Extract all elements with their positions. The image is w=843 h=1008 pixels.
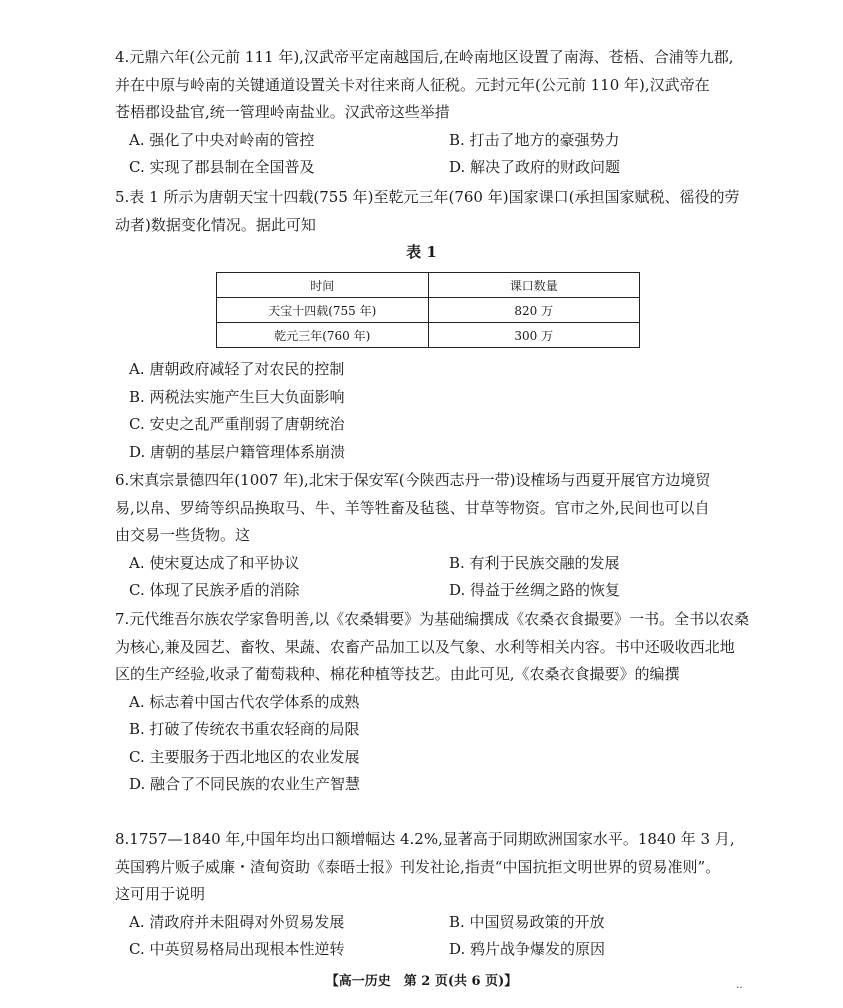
option-c[interactable]: C. 实现了郡县制在全国普及 bbox=[129, 158, 315, 176]
option-a[interactable]: A. 唐朝政府减轻了对农民的控制 bbox=[129, 360, 345, 378]
stem-line: 这可用于说明 bbox=[115, 885, 206, 903]
table-cell: 300 万 bbox=[428, 323, 640, 348]
corner-mark: ‥ bbox=[736, 980, 743, 991]
question-5 bbox=[115, 184, 740, 239]
option-a[interactable]: A. 使宋夏达成了和平协议 bbox=[129, 553, 300, 572]
table-header-row bbox=[217, 273, 640, 298]
stem-line: 7.元代维吾尔族农学家鲁明善,以《农桑辑要》为基础编撰成《农桑衣食撮要》一书。全书以农桑 bbox=[115, 610, 750, 628]
option-c[interactable]: C. 主要服务于西北地区的农业发展 bbox=[129, 747, 360, 766]
options bbox=[115, 909, 735, 964]
option-d[interactable]: D. 解决了政府的财政问题 bbox=[449, 158, 621, 176]
question-7 bbox=[115, 606, 750, 799]
option-b[interactable]: B. 中国贸易政策的开放 bbox=[449, 912, 605, 931]
option-b[interactable]: B. 两税法实施产生巨大负面影响 bbox=[129, 387, 345, 406]
stem-line: 为核心,兼及园艺、畜牧、果蔬、农畜产品加工以及气象、水利等相关内容。书中还吸收西北地 bbox=[115, 637, 735, 656]
option-d[interactable]: D. 得益于丝绸之路的恢复 bbox=[449, 581, 621, 599]
stem-line: 易,以帛、罗绮等织品换取马、牛、羊等牲畜及毡毯、甘草等物资。官市之外,民间也可以自 bbox=[115, 498, 710, 517]
options bbox=[115, 127, 735, 182]
option-a[interactable]: A. 清政府并未阻碍对外贸易发展 bbox=[129, 912, 345, 931]
question-stem bbox=[115, 606, 750, 689]
question-4 bbox=[115, 44, 735, 182]
stem-line: 苍梧郡设盐官,统一管理岭南盐业。汉武帝这些举措 bbox=[115, 103, 450, 121]
question-stem bbox=[115, 184, 740, 239]
table-cell: 天宝十四载(755 年) bbox=[217, 298, 429, 323]
data-table bbox=[216, 272, 640, 348]
stem-line: 8.1757—1840 年,中国年均出口额增幅达 4.2%,显著高于同期欧洲国家水平。1840 年 3 月, bbox=[115, 830, 735, 848]
page-number: 【高一历史 第 2 页(共 6 页)】 bbox=[325, 974, 518, 989]
option-a[interactable]: A. 标志着中国古代农学体系的成熟 bbox=[129, 692, 360, 711]
stem-line: 5.表 1 所示为唐朝天宝十四载(755 年)至乾元三年(760 年)国家课口(承担国家赋税、徭役的劳 bbox=[115, 188, 740, 206]
page-footer bbox=[0, 970, 843, 989]
question-stem bbox=[115, 826, 735, 909]
question-5-options bbox=[115, 356, 735, 466]
option-c[interactable]: C. 安史之乱严重削弱了唐朝统治 bbox=[129, 415, 345, 433]
table-row bbox=[217, 298, 640, 323]
table-header: 课口数量 bbox=[428, 273, 640, 298]
question-stem bbox=[115, 44, 735, 127]
stem-line: 区的生产经验,收录了葡萄栽种、棉花种植等技艺。由此可见,《农桑衣食撮要》的编撰 bbox=[115, 665, 680, 683]
option-c[interactable]: C. 体现了民族矛盾的消除 bbox=[129, 581, 300, 599]
table-cell: 820 万 bbox=[428, 298, 640, 323]
table-header: 时间 bbox=[217, 273, 429, 298]
stem-line: 由交易一些货物。这 bbox=[115, 526, 251, 544]
stem-line: 并在中原与岭南的关键通道设置关卡对往来商人征税。元封元年(公元前 110 年),汉武帝在 bbox=[115, 75, 710, 94]
stem-line: 4.元鼎六年(公元前 111 年),汉武帝平定南越国后,在岭南地区设置了南海、苍梧、合浦等九郡, bbox=[115, 48, 734, 66]
stem-line: 动者)数据变化情况。据此可知 bbox=[115, 215, 316, 234]
table-cell: 乾元三年(760 年) bbox=[217, 323, 429, 348]
option-d[interactable]: D. 融合了不同民族的农业生产智慧 bbox=[129, 775, 361, 793]
options bbox=[115, 550, 735, 605]
question-6 bbox=[115, 467, 735, 605]
question-stem bbox=[115, 467, 735, 550]
option-b[interactable]: B. 有利于民族交融的发展 bbox=[449, 553, 620, 572]
stem-line: 英国鸦片贩子威廉・渣甸资助《泰晤士报》刊发社论,指责“中国抗拒文明世界的贸易准则”。 bbox=[115, 857, 721, 876]
question-8 bbox=[115, 826, 735, 964]
option-b[interactable]: B. 打击了地方的豪强势力 bbox=[449, 130, 620, 149]
option-b[interactable]: B. 打破了传统农书重农轻商的局限 bbox=[129, 720, 360, 738]
option-a[interactable]: A. 强化了中央对岭南的管控 bbox=[129, 130, 315, 149]
table-caption: 表 1 bbox=[406, 243, 437, 261]
option-c[interactable]: C. 中英贸易格局出现根本性逆转 bbox=[129, 940, 345, 958]
option-d[interactable]: D. 鸦片战争爆发的原因 bbox=[449, 940, 606, 958]
option-d[interactable]: D. 唐朝的基层户籍管理体系崩溃 bbox=[129, 442, 346, 461]
table-row bbox=[217, 323, 640, 348]
stem-line: 6.宋真宗景德四年(1007 年),北宋于保安军(今陕西志丹一带)设榷场与西夏开展官方边境贸 bbox=[115, 471, 711, 489]
